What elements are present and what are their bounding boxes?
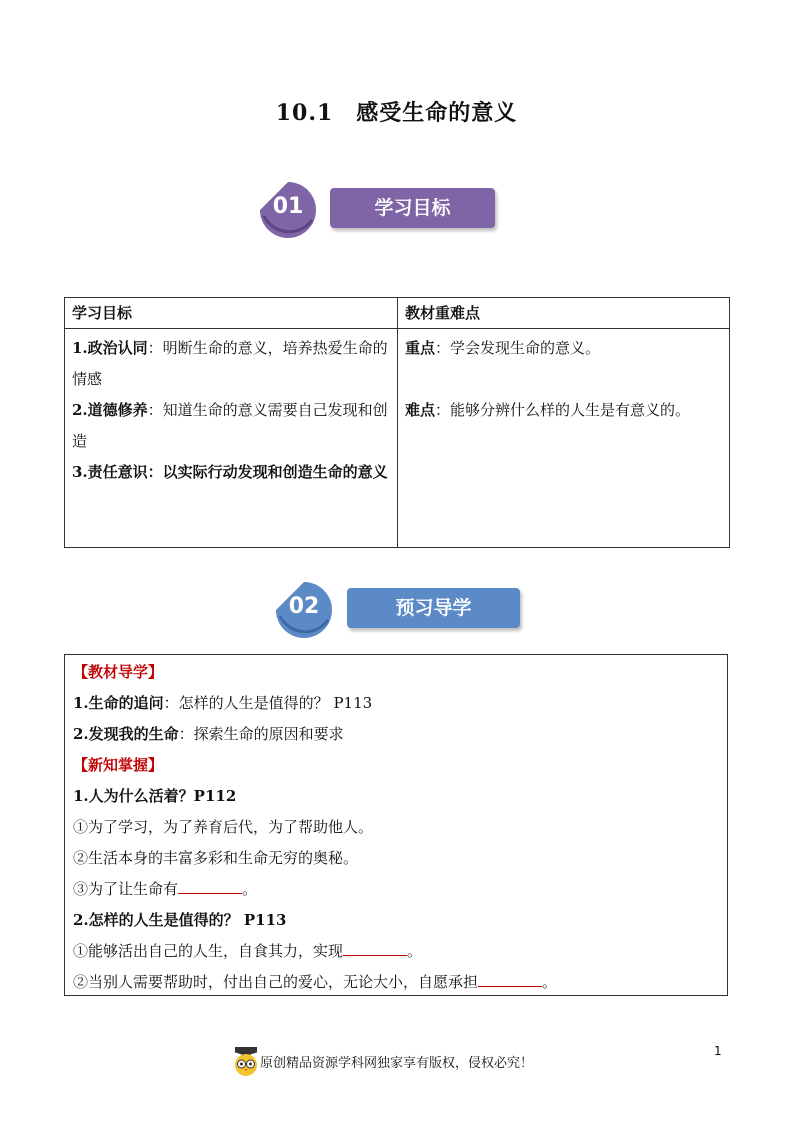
section-title-pill: 预习导学 — [347, 588, 520, 628]
difficult-point: 难点：能够分辨什么样的人生是有意义的。 — [405, 401, 691, 419]
q2-item-1: ①能够活出自己的人生，自食其力，实现 。 — [73, 936, 719, 967]
page-title: 10.1 感受生命的意义 — [275, 100, 518, 126]
q1-item-1: ①为了学习，为了养育后代，为了帮助他人。 — [73, 818, 374, 836]
question-2: 2.怎样的人生是值得的？ P113 — [73, 911, 287, 929]
section-badge-01 — [258, 180, 498, 240]
goal-item-2: 2.道德修养：知道生命的意义需要自己发现和创造 — [72, 401, 388, 450]
fill-blank[interactable] — [343, 939, 407, 956]
goal-item-1: 1.政治认同：明断生命的意义，培养热爱生命的情感 — [72, 339, 388, 388]
new-knowledge-header: 【新知掌握】 — [73, 756, 164, 774]
section-title-pill: 学习目标 — [330, 188, 495, 228]
section-number: 01 — [272, 194, 304, 219]
section-number: 02 — [288, 594, 320, 619]
goals-header: 学习目标 — [65, 298, 398, 329]
goals-cell — [65, 329, 398, 548]
textbook-item-2: 2.发现我的生命：探索生命的原因和要求 — [73, 725, 344, 743]
difficulty-header: 教材重难点 — [398, 298, 730, 329]
q1-item-2: ②生活本身的丰富多彩和生命无穷的奥秘。 — [73, 849, 359, 867]
page-number: 1 — [714, 1044, 722, 1058]
textbook-guide-header: 【教材导学】 — [73, 663, 164, 681]
fill-blank[interactable] — [478, 970, 542, 987]
key-point: 重点：学会发现生命的意义。 — [405, 339, 601, 357]
goals-table — [64, 297, 730, 548]
difficulty-cell — [398, 329, 730, 548]
question-1: 1.人为什么活着？P112 — [73, 787, 237, 805]
goal-item-3: 3.责任意识：以实际行动发现和创造生命的意义 — [72, 463, 388, 481]
q1-item-3: ③为了让生命有 。 — [73, 874, 719, 905]
copyright-footer — [232, 1046, 533, 1076]
footer-text: 原创精品资源学科网独家享有版权，侵权必究！ — [260, 1055, 534, 1071]
q2-item-2: ②当别人需要帮助时，付出自己的爱心，无论大小，自愿承担 。 — [73, 967, 719, 998]
section-badge-02 — [274, 580, 524, 640]
preview-guide-box — [64, 654, 728, 996]
owl-mascot-icon — [232, 1046, 260, 1076]
textbook-item-1: 1.生命的追问：怎样的人生是值得的？ P113 — [73, 694, 373, 712]
fill-blank[interactable] — [178, 877, 242, 894]
